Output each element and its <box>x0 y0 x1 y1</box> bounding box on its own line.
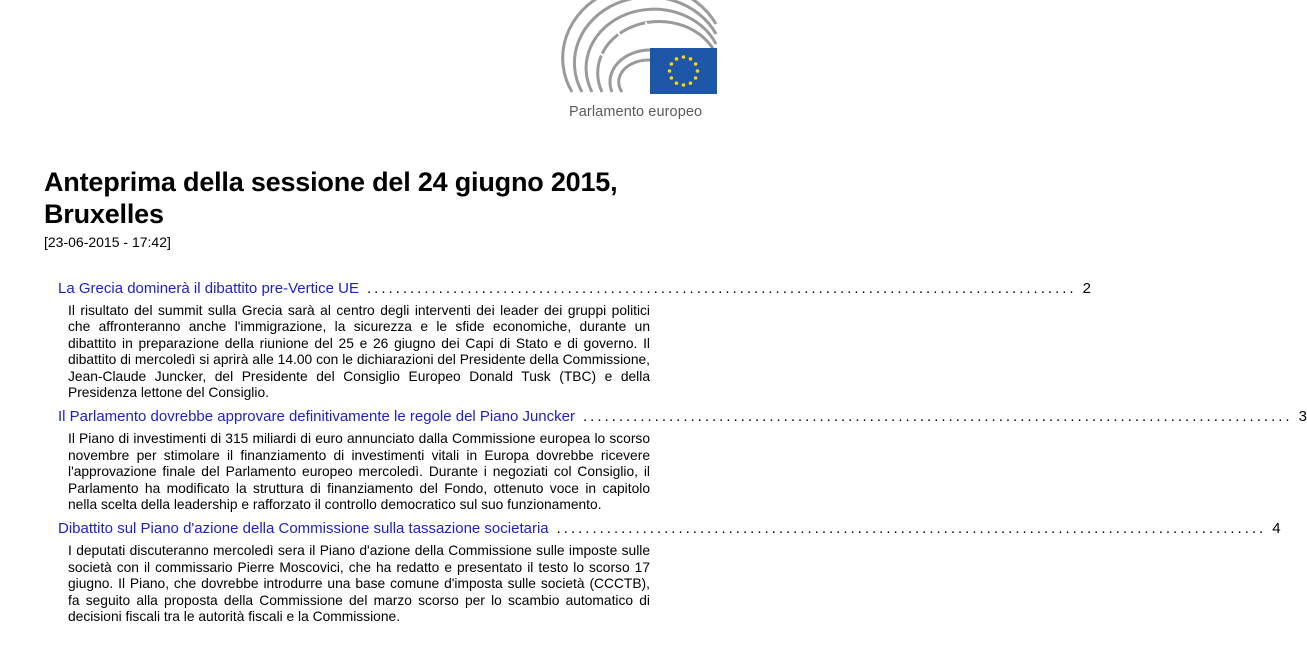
toc-summary: I deputati discuteranno mercoledì sera il Piano d'azione della Commissione sulle imposte sulle società con il commissario Pierre Moscovici, che ha redatto e presentato il testo lo scorso 17 giugno. Il Piano, che dovrebbe introdurre una base comune d'imposta sulle società (CCCTB), fa seguito alla proposta della Commissione del marzo scorso per lo scambio automatico di decisioni fiscali tra le autorità fiscali e la Commissione. <box>68 543 650 625</box>
toc-link-greece[interactable]: La Grecia dominerà il dibattito pre-Vertice UE <box>58 280 359 297</box>
eu-star-icon <box>696 69 700 73</box>
toc-summary: Il risultato del summit sulla Grecia sarà al centro degli interventi dei leader dei gruppi politici che affronteranno anche l'immigrazione, la sicurezza e le sfide economiche, durante un dibattito in preparazione della riunione del 25 e 26 giugno dei Capi di Stato e di governo. Il dibattito di mercoledì si aprirà alle 14.00 con le dichiarazioni del Presidente della Commissione, Jean-Claude Juncker, del Presidente del Consiglio Europeo Donald Tusk (TBC) e della Presidenza lettone del Consiglio. <box>68 303 650 401</box>
eu-flag <box>650 48 717 94</box>
toc-leader-dots: ................................................................................................... <box>366 280 1077 297</box>
toc-page-number: 2 <box>1082 280 1091 297</box>
page-title: Anteprima della sessione del 24 giugno 2015, Bruxelles <box>44 167 618 229</box>
eu-star-icon <box>670 76 674 80</box>
eu-star-icon <box>689 81 693 85</box>
hemicycle-icon <box>566 10 726 100</box>
eu-star-icon <box>682 83 686 87</box>
logo-text: Parlamento europeo <box>569 104 703 120</box>
eu-star-icon <box>682 55 686 59</box>
eu-star-icon <box>675 57 679 61</box>
eu-star-icon <box>670 62 674 66</box>
toc-entry <box>58 407 1307 513</box>
eu-star-icon <box>694 62 698 66</box>
eu-star-icon <box>689 57 693 61</box>
toc-entry <box>58 519 1281 625</box>
toc-link-corporate-tax[interactable]: Dibattito sul Piano d'azione della Commissione sulla tassazione societaria <box>58 520 549 538</box>
toc-entry <box>58 279 1091 401</box>
toc-page-number: 3 <box>1298 408 1307 426</box>
publication-timestamp: [23-06-2015 - 17:42] <box>44 234 171 250</box>
toc-page-number: 4 <box>1272 520 1281 538</box>
eu-star-icon <box>668 69 672 73</box>
toc-leader-dots: ................................................................................................... <box>556 520 1267 538</box>
table-of-contents <box>58 279 1307 626</box>
toc-leader-dots: ................................................................................................... <box>582 408 1293 426</box>
parliament-logo <box>566 10 726 126</box>
eu-star-icon <box>694 76 698 80</box>
toc-summary: Il Piano di investimenti di 315 miliardi di euro annunciato dalla Commissione europea lo scorso novembre per stimolare il finanziamento di investimenti vitali in Europa dovrebbe ricevere l'approvazione finale del Parlamento europeo mercoledì. Durante i negoziati col Consiglio, il Parlamento ha modificato la struttura di finanziamento del Fondo, ottenuto voce in capitolo nella scelta della leadership e rafforzato il controllo democratico sul suo funzionamento. <box>68 431 650 513</box>
eu-star-icon <box>675 81 679 85</box>
toc-link-juncker-plan[interactable]: Il Parlamento dovrebbe approvare definitivamente le regole del Piano Juncker <box>58 408 575 426</box>
